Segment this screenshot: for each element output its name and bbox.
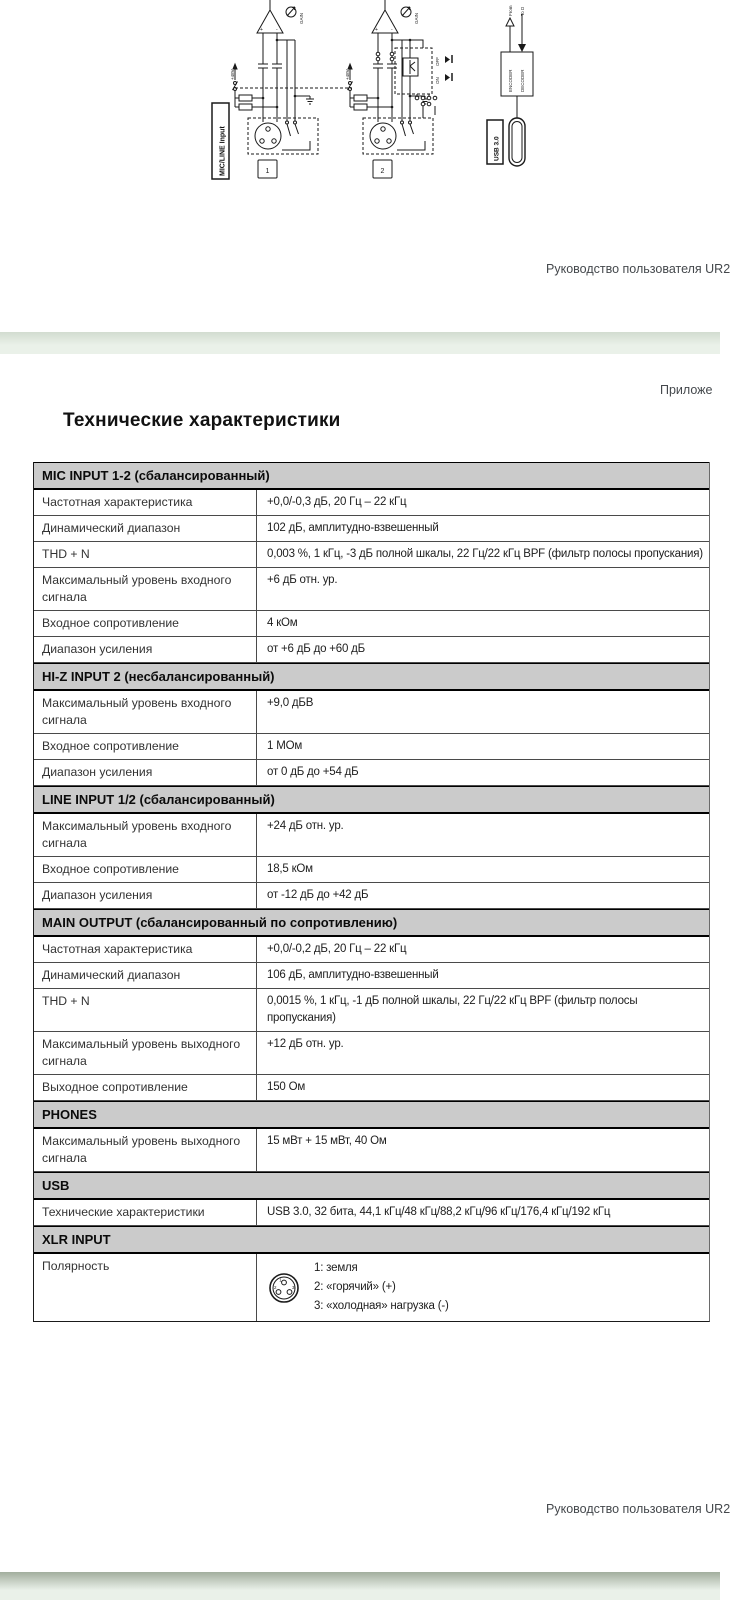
spec-value: от -12 дБ до +42 дБ: [267, 889, 369, 901]
spec-row: [34, 1254, 709, 1321]
svg-text:MIC/LINE Input: MIC/LINE Input: [219, 126, 227, 176]
spec-row: [34, 516, 709, 542]
spec-row: [34, 937, 709, 963]
hi-z-on-label: ON: [435, 77, 440, 84]
channel-number-boxes: [258, 160, 392, 178]
spec-value: 1 МОм: [267, 740, 303, 752]
spec-value: от +6 дБ до +60 дБ: [267, 643, 366, 655]
spec-row: [34, 1200, 709, 1226]
spec-label: Входное сопротивление: [34, 611, 257, 636]
spec-label: Входное сопротивление: [34, 857, 257, 882]
pdf-page-1: [0, 0, 730, 332]
usb-3-0-label: [487, 120, 503, 164]
table-section-header: PHONES: [34, 1101, 709, 1129]
spec-value: 0,003 %, 1 кГц, -3 дБ полной шкалы, 22 Гц/22 кГц BPF (фильтр полосы пропускания): [267, 548, 703, 560]
spec-label: Максимальный уровень входного сигнала: [34, 691, 257, 733]
spec-row: [34, 691, 709, 734]
encoder-label: ENCODER: [508, 69, 513, 92]
spec-row: [34, 1129, 709, 1172]
mic-line-input-label: [212, 103, 229, 179]
channel-1: [230, 0, 318, 154]
spec-value: 0,0015 %, 1 кГц, -1 дБ полной шкалы, 22 Гц/22 кГц BPF (фильтр полосы пропускания): [267, 995, 638, 1024]
table-section-header: HI-Z INPUT 2 (несбалансированный): [34, 663, 709, 691]
spec-row: [34, 963, 709, 989]
svg-text:USB 3.0: USB 3.0: [493, 136, 501, 161]
spec-value: 106 дБ, амплитудно-взвешенный: [267, 969, 439, 981]
table-section-header: USB: [34, 1172, 709, 1200]
spec-value: +0,0/-0,3 дБ, 20 Гц – 22 кГц: [267, 496, 407, 508]
table-section-header: MIC INPUT 1-2 (сбалансированный): [34, 462, 709, 490]
page-title: Технические характеристики: [63, 410, 341, 431]
page-gap-bottom: [0, 1572, 720, 1600]
hi-z-off-label: OFF: [435, 57, 440, 66]
spec-value-line: 1: земля: [314, 1262, 358, 1274]
page1-footer: Руководство пользователя UR2: [546, 262, 730, 276]
spec-row: [34, 490, 709, 516]
spec-value: от 0 дБ до +54 дБ: [267, 766, 359, 778]
table-section-header: XLR INPUT: [34, 1226, 709, 1254]
encoder-decoder-block: [501, 5, 533, 118]
spec-value: 4 кОм: [267, 617, 298, 629]
svg-text:2: 2: [274, 1284, 277, 1290]
spec-value: +24 дБ отн. ур.: [267, 820, 344, 832]
table-section-header: MAIN OUTPUT (сбалансированный по сопротивлению): [34, 909, 709, 937]
spec-label: Динамический диапазон: [34, 516, 257, 541]
spec-label: Диапазон усиления: [34, 883, 257, 908]
spec-table: [33, 462, 710, 1322]
spec-value-lines: [314, 1259, 449, 1316]
spec-label: Частотная характеристика: [34, 937, 257, 962]
spec-label: Максимальный уровень выходного сигнала: [34, 1129, 257, 1171]
spec-row: [34, 883, 709, 909]
spec-value: 18,5 кОм: [267, 863, 313, 875]
hi-z-switch-block: [376, 39, 452, 118]
spec-value: +9,0 дБВ: [267, 697, 314, 709]
svg-text:3: 3: [292, 1284, 295, 1290]
spec-value: USB 3.0, 32 бита, 44,1 кГц/48 кГц/88,2 кГц/96 кГц/176,4 кГц/192 кГц: [267, 1206, 611, 1218]
spec-row: [34, 1032, 709, 1075]
spec-row: [34, 637, 709, 663]
spec-row: [34, 760, 709, 786]
spec-value-line: 3: «холодная» нагрузка (-): [314, 1300, 449, 1312]
channel-2-number: 2: [380, 168, 385, 175]
spec-value: 15 мВт + 15 мВт, 40 Ом: [267, 1135, 387, 1147]
usb-connector: [509, 118, 525, 166]
spec-value: +0,0/-0,2 дБ, 20 Гц – 22 кГц: [267, 943, 407, 955]
table-section-header: LINE INPUT 1/2 (сбалансированный): [34, 786, 709, 814]
spec-row: [34, 542, 709, 568]
spec-value: 150 Ом: [267, 1081, 306, 1093]
spec-value: +6 дБ отн. ур.: [267, 574, 338, 586]
page-gap-top: [0, 332, 720, 354]
spec-row: [34, 734, 709, 760]
to-arrow-label: To D: [520, 6, 525, 16]
spec-value: 102 дБ, амплитудно-взвешенный: [267, 522, 439, 534]
spec-value: +12 дБ отн. ур.: [267, 1038, 344, 1050]
spec-label: Входное сопротивление: [34, 734, 257, 759]
page2-running-header: Приложе: [660, 383, 713, 397]
spec-row: [34, 989, 709, 1032]
channel-2: [345, 0, 433, 154]
spec-row: [34, 857, 709, 883]
spec-label: Динамический диапазон: [34, 963, 257, 988]
spec-label: Максимальный уровень выходного сигнала: [34, 1032, 257, 1074]
spec-label: Выходное сопротивление: [34, 1075, 257, 1100]
spec-label: THD + N: [34, 989, 257, 1031]
spec-row: [34, 568, 709, 611]
spec-row: [34, 1075, 709, 1101]
page2-footer: Руководство пользователя UR2: [546, 1502, 730, 1516]
svg-text:1: 1: [279, 1277, 282, 1282]
from-arrow-label: From: [508, 5, 513, 16]
spec-label: Диапазон усиления: [34, 637, 257, 662]
spec-label: Максимальный уровень входного сигнала: [34, 814, 257, 856]
spec-label: Максимальный уровень входного сигнала: [34, 568, 257, 610]
spec-label: Диапазон усиления: [34, 760, 257, 785]
spec-label: Частотная характеристика: [34, 490, 257, 515]
spec-label: THD + N: [34, 542, 257, 567]
pdf-page-2: [0, 354, 730, 1572]
spec-label: Технические характеристики: [34, 1200, 257, 1225]
xlr-connector-icon: [267, 1271, 301, 1305]
spec-row: [34, 814, 709, 857]
spec-value-line: 2: «горячий» (+): [314, 1281, 396, 1293]
decoder-label: DECODER: [520, 69, 525, 92]
spec-row: [34, 611, 709, 637]
channel-1-number: 1: [265, 168, 270, 175]
block-diagram: + - GAIN +48V OFF ON 1 2 MIC/LINE Input From To D ENCODER DECODER USB 3.0: [205, 0, 535, 185]
spec-label: Полярность: [34, 1254, 257, 1321]
spec-value: [257, 1254, 709, 1321]
